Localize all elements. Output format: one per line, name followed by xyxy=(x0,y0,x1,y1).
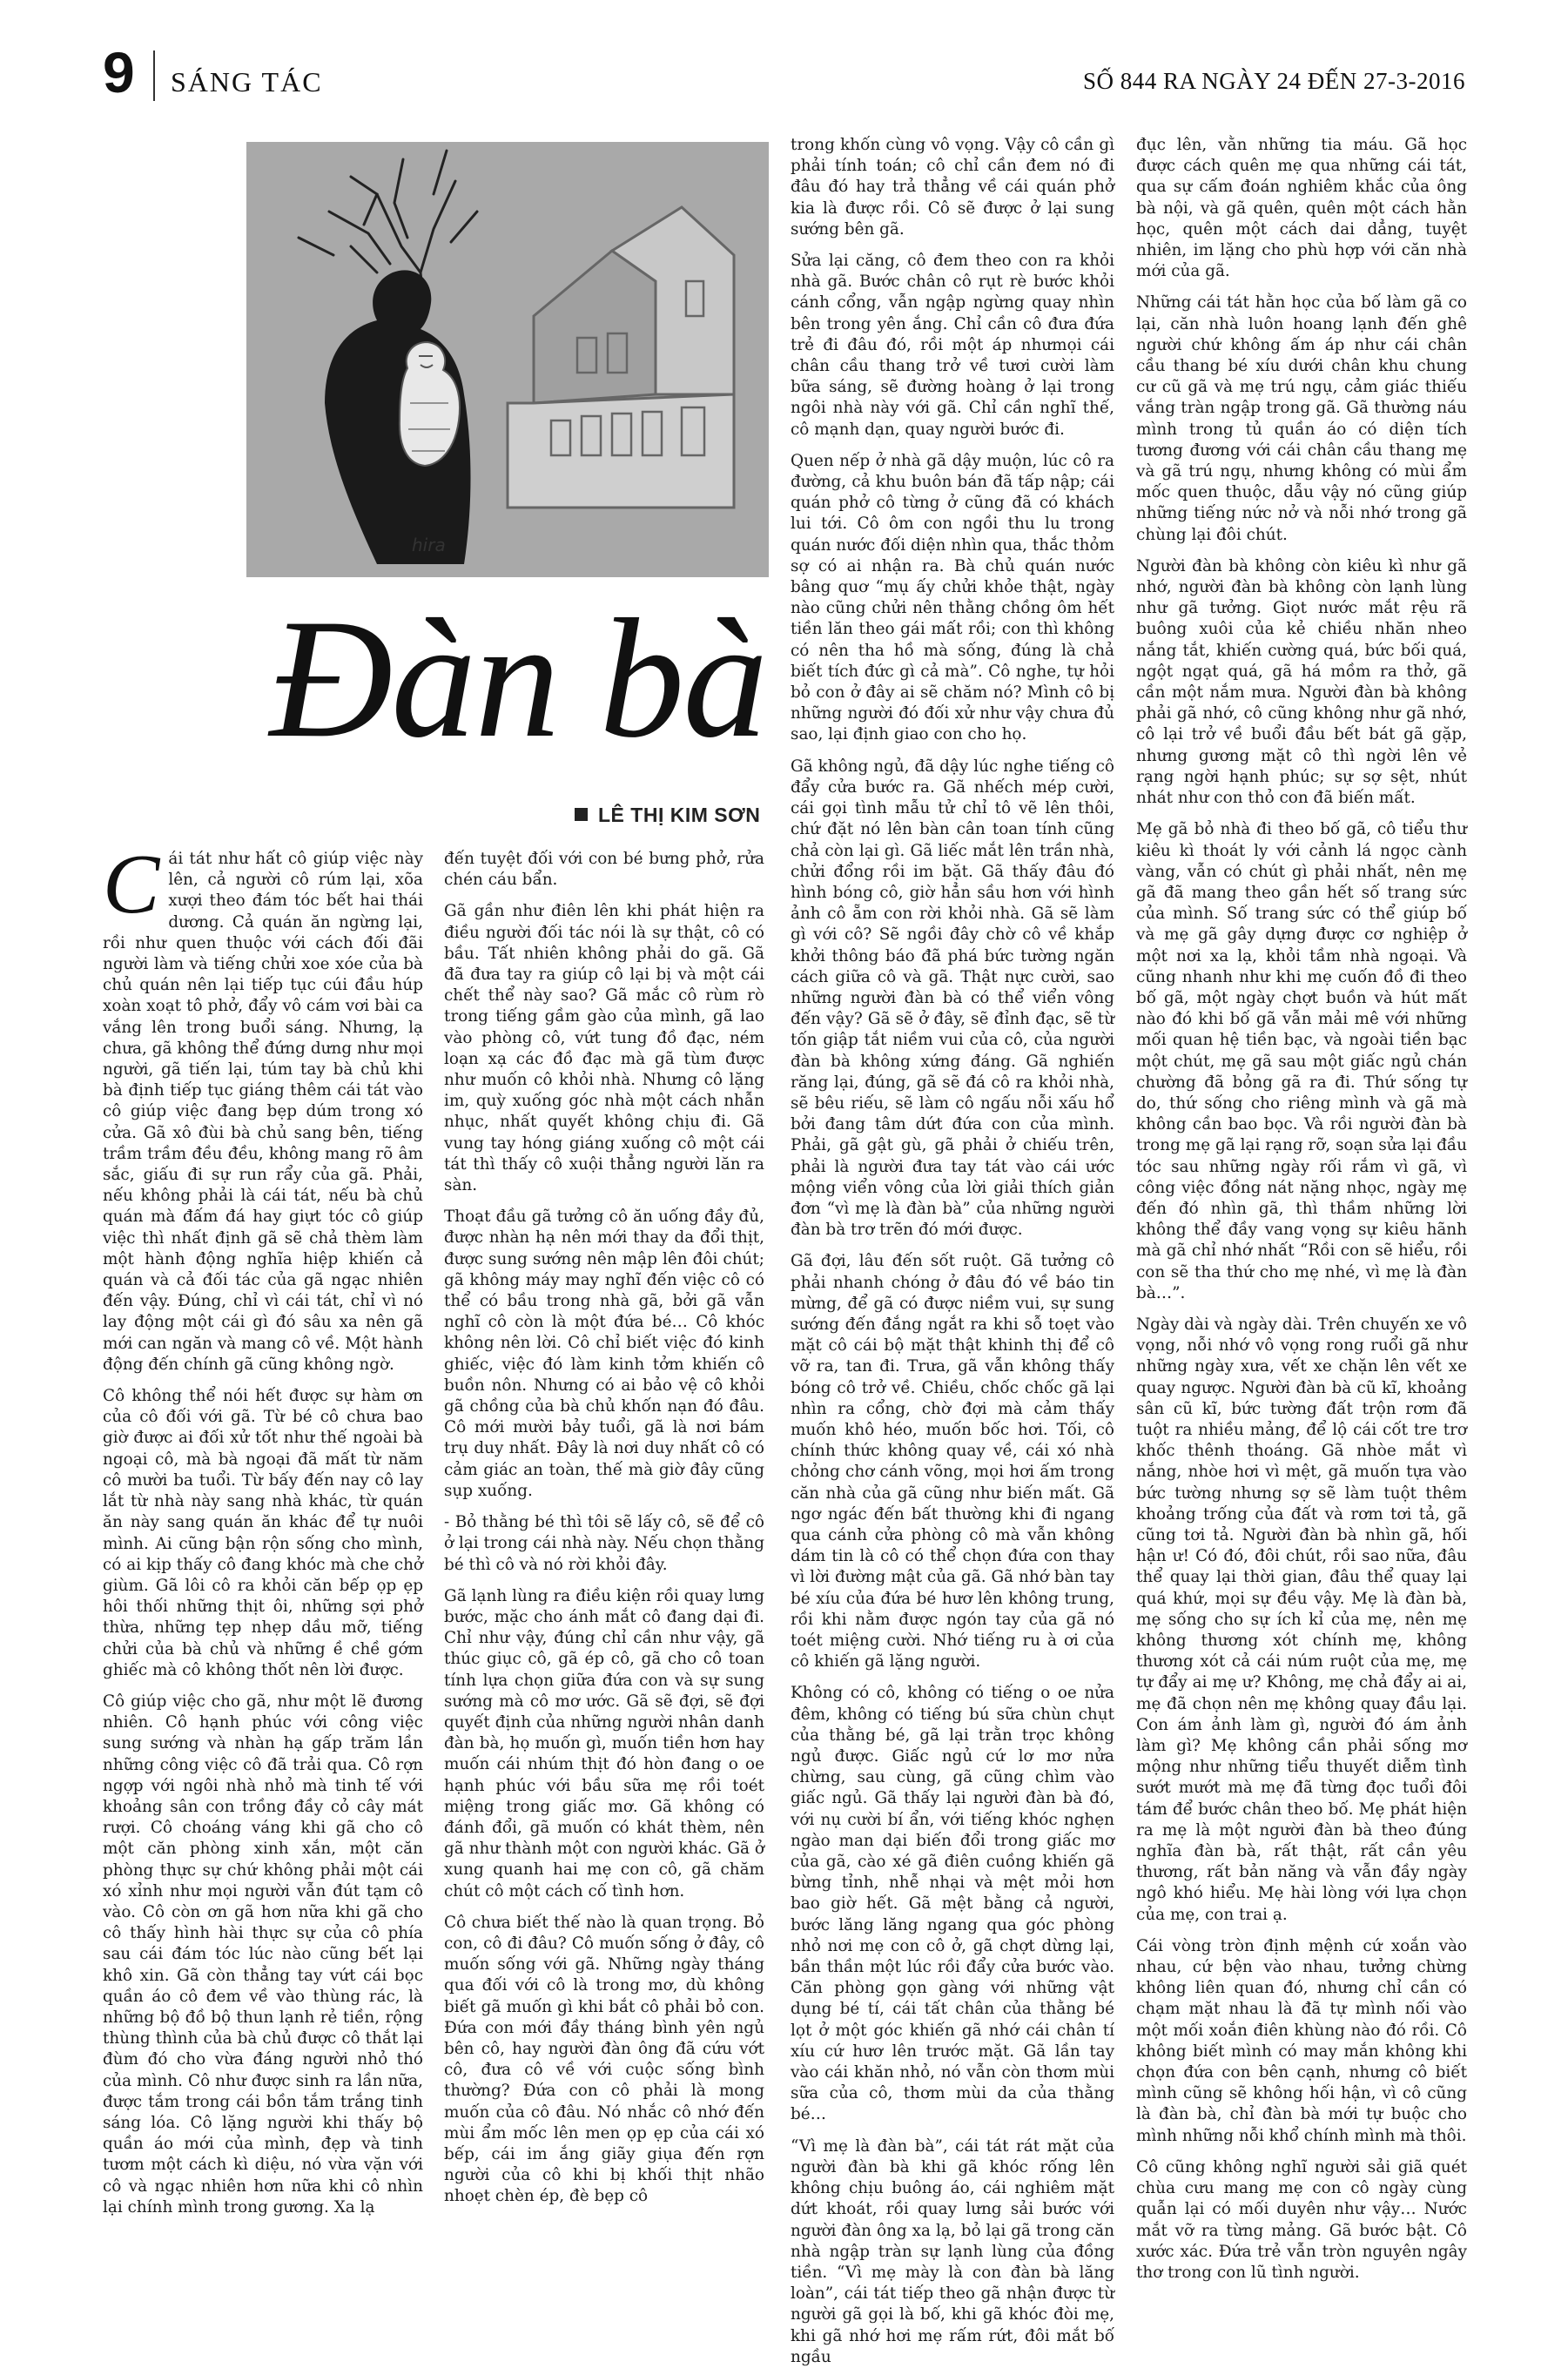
header-divider xyxy=(153,50,155,101)
paragraph: - Bỏ thằng bé thì tôi sẽ lấy cô, sẽ để cô ở lại trong cái nhà này. Nếu chọn thằng bé thì cô và nó rời khỏi đây. xyxy=(444,1513,764,1574)
article-column-4 xyxy=(1136,135,1467,2282)
issue-info: SỐ 844 RA NGÀY 24 ĐẾN 27-3-2016 xyxy=(1083,68,1465,94)
page-number: 9 xyxy=(103,40,135,104)
page-header xyxy=(103,42,1465,103)
paragraph: Thoạt đầu gã tưởng cô ăn uống đầy đủ, được nhàn hạ nên mới thay da đổi thịt, được sung sướng nên mập lên đôi chút; gã không máy may nghĩ đến việc cô có thể có bầu trong nhà gã, bởi gã vẫn nghĩ cô còn là một đứa bé… Cô khóc không nên lời. Cô chỉ biết việc đó kinh ghiếc, việc đó làm kinh tởm khiến cô buồn nôn. Nhưng có ai bảo vệ cô khỏi gã chồng của bà chủ khốn nạn đó đâu. Cô mới mười bảy tuổi, gã là nơi bám trụ duy nhất. Đây là nơi duy nhất cô có cảm giác an toàn, thế mà giờ đây cũng sụp xuống. xyxy=(444,1208,764,1500)
paragraph: Gã lạnh lùng ra điều kiện rồi quay lưng bước, mặc cho ánh mắt cô đang dại đi. Chỉ như vậy, đúng chỉ cần như vậy, gã thúc giục cô, gã ép cô, gã cho cô toan tính lựa chọn giữa đứa con và sự sung sướng mà cô mơ ước. Gã sẽ đợi, sẽ đợi quyết định của những người nhân danh đàn bà, họ muốn gì, muốn tiền hơn hay muốn cái nhúm thịt đó hòn đang o oe hạnh phúc với bầu sữa mẹ rồi toét miệng trong giấc mơ. Gã không có đánh đổi, gã muốn có khát thèm, nên gã như thành một con người khác. Gã ở xung quanh hai mẹ con cô, gã chăm chút cô một cách cố tình hơn. xyxy=(444,1586,764,1900)
byline xyxy=(575,804,760,827)
paragraph: Cô giúp việc cho gã, như một lẽ đương nhiên. Cô hạnh phúc với công việc sung sướng và nhàn hạ gấp trăm lần những công việc cô đã trải qua. Cô rợn ngợp với ngôi nhà nhỏ mà tinh tế với khoảng sân con trồng đầy cỏ cây mát rượi. Cô choáng váng khi gã cho cô một căn phòng xinh xắn, một căn phòng thực sự chứ không phải một cái xó xỉnh như mọi người vẫn đút tạm cô vào. Cô còn ơn gã hơn nữa khi gã cho cô thấy hình hài thực sự của cô phía sau cái đám tóc lúc nào cũng bết lại khô xin. Gã còn thẳng tay vứt cái bọc quần áo cô đem về vào thùng rác, là những bộ đồ bộ thun lạnh rẻ tiền, rộng thùng thình của bà chủ được cô thắt lại đùm đó cho vừa đáng người nhỏ thó của mình. Cô như được sinh ra lần nữa, được tắm trong cái bồn tắm trắng tinh sáng lóa. Cô lặng người khi thấy bộ quần áo mới của mình, đẹp và tinh tươm một cách kì diệu, nó vừa vặn với cô và ngạc nhiên hơn nữa khi cô nhìn lại chính mình trong gương. Xa lạ xyxy=(103,1692,423,2217)
paragraph: đến tuyệt đối với con bé bưng phở, rửa chén cáu bẩn. xyxy=(444,850,764,890)
paragraph: đục lên, vằn những tia máu. Gã học được cách quên mẹ qua những cái tát, qua sự cấm đoán nghiêm khắc của ông bà nội, và gã quên, quên một cách hằn học, quên một cách dai dẳng, tuyệt nhiên, im lặng cho phù hợp với căn nhà mới của gã. xyxy=(1136,136,1467,281)
paragraph: Ngày dài và ngày dài. Trên chuyến xe vô vọng, nỗi nhớ vô vọng rong ruổi gã như những ngày xưa, vết xe chặn lên vết xe quay ngược. Người đàn bà cũ kĩ, khoảng sân cũ kĩ, bức tường đất trộn rơm đã tuột ra nhiều mảng, để lộ cái cốt tre trơ khốc thênh thoáng. Gã nhòe mắt vì nắng, nhòe hơi vì mệt, gã muốn tựa vào bức tường nhưng sợ sẽ làm tuột thêm khoảng trống của đất và rơm tơi tả, gã cũng tơi tả. Người đàn bà nhìn gã, hối hận ư! Có đó, đôi chút, rồi sao nữa, đâu thể quay lại thời gian, đâu thể quay lại quá khứ, mọi sự đều vậy. Mẹ là đàn bà, mẹ sống cho sự ích kỉ của mẹ, nên mẹ không thương xót chính mẹ, không thương xót cả cái núm ruột của mẹ, mẹ tự đẩy ai mẹ ư? Không, mẹ chả đẩy ai ai, mẹ đã chọn nên mẹ không quay đầu lại. Con ám ảnh làm gì, người đó ám ảnh làm gì? Mẹ không cần phải sống mơ mộng như những tiểu thuyết diễm tình sướt mướt mà mẹ đã từng đọc tuổi đôi tám để bước chân theo bố. Mẹ phát hiện ra mẹ là một người đàn bà theo đúng nghĩa đàn bà, rất thật, rất cần yêu thương, rất bản năng và vẫn đầy ngày ngô khó hiểu. Mẹ hài lòng với lựa chọn của mẹ, con trai ạ. xyxy=(1136,1315,1467,1924)
paragraph: Cái vòng tròn định mệnh cứ xoắn vào nhau, cứ bện vào nhau, tưởng chừng không liên quan đó, nhưng chỉ cần có chạm mặt nhau là đã tự mình nối vào một mối xoắn điên khùng nào đó rồi. Cô không biết mình có may mắn không khi chọn đứa con bên cạnh, nhưng cô biết mình cũng sẽ không hối hận, vì cô cũng là đàn bà, chỉ đàn bà mới tự buộc cho mình những nỗi khổ chính mình mà thôi. xyxy=(1136,1936,1467,2145)
illustration-drawing xyxy=(246,142,769,577)
author-name: LÊ THỊ KIM SƠN xyxy=(598,804,761,826)
paragraph: Người đàn bà không còn kiêu kì như gã nhớ, người đàn bà không còn lạnh lùng như gã tưởng. Giọt nước mắt rệu rã buông xuôi của kẻ chiều nhăn nheo nắng tắt, khiến cường quá, bức bối quá, ngột ngạt quá, gã há mồm ra thở, gã cần một nắm mưa. Người đàn bà không phải gã nhớ, cô cũng không như gã nhớ, cô lại trở về buổi đầu bết bát gã gặp, nhưng gương mặt cô thì ngời lên vẻ rạng ngời hạnh phúc; sự sợ sệt, nhút nhát như con thỏ con đã biến mất. xyxy=(1136,556,1467,808)
article-column-1 xyxy=(103,838,423,2217)
artist-signature: hira xyxy=(412,535,446,555)
paragraph: trong khốn cùng vô vọng. Vậy cô cần gì phải tính toán; cô chỉ cần đem nó đi đâu đó hay trả thẳng về cái quán phở kia là được rồi. Cô sẽ được ở lại sung sướng bên gã. xyxy=(791,136,1114,239)
paragraph: Cái tát như hất cô giúp việc này lên, cả người cô rúm lại, xõa xượi theo đám tóc bết hai thái dương. Cả quán ăn ngừng lại, rồi như quen thuộc với cách đối đãi người làm và tiếng chửi xoe xóe của bà chủ quán nên lại tiếp tục cúi đầu húp xoàn xoạt tô phở, đẩy vô cám vơi bài ca vắng lên trong buổi sáng. Nhưng, lạ chưa, gã không thể đứng dưng như mọi người, gã tiến lại, túm tay bà chủ khi bà định tiếp tục giáng thêm cái tát vào cô giúp việc đang bẹp dúm trong xó cửa. Gã xô đùi bà chủ sang bên, tiếng trầm trầm đều đều, không mang rõ âm sắc, giấu đi sự run rẩy của gã. Phải, nếu không phải là cái tát, nếu bà chủ quán mà đấm đá hay giựt tóc cô giúp việc thì nhất định gã sẽ chả thèm làm một hành động nghĩa hiệp khiến cả quán và cả đối tác của gã ngạc nhiên đến vậy. Đúng, chỉ vì cái tát, chỉ vì nó lay động một cái gì đó sâu xa nên gã mới can ngăn và mang cô về. Một hành động đến chính gã cũng không ngờ. xyxy=(103,838,423,1374)
article-column-3 xyxy=(791,135,1114,2366)
paragraph: Gã gần như điên lên khi phát hiện ra điều người đối tác nói là sự thật, cô có bầu. Tất nhiên không phải do gã. Gã đã đưa tay ra giúp cô lại bị và một cái chết thể này sao? Gã mắc cô rùm rò trong tiếng gầm gào của mình, gã lao vào phòng cô, vứt tung đồ đạc, ném loạn xạ các đồ đạc mà gã tùm được như muốn cô khỏi nhà. Nhưng cô lặng im, quỳ xuống góc nhà một cách nhẫn nhục, nhất quyết không chịu đi. Gã vung tay hóng giáng xuống cô một cái tát thì thấy cô xuội thẳng người lăn ra sàn. xyxy=(444,902,764,1195)
paragraph: Những cái tát hằn học của bố làm gã co lại, căn nhà luôn hoang lạnh đến ghê người chứ không ấm áp như cái chân cầu thang bé xíu dưới chân khu chung cư cũ gã và mẹ trú ngụ, cảm giác thiếu vắng tràn ngập trong gã. Gã thường náu mình trong tủ quần áo có diện tích tương đương với cái chân cầu thang mẹ và gã trú ngụ, nhưng không có mùi ẩm mốc quen thuộc, dẫu vậy nó cũng giúp những tiếng nức nở và nỗi nhớ trong gã chùng lại đôi chút. xyxy=(1136,293,1467,544)
drop-cap: C xyxy=(103,838,160,932)
illustration xyxy=(246,142,769,577)
paragraph: Mẹ gã bỏ nhà đi theo bố gã, cô tiểu thư kiêu kì thoát ly với cảnh lá ngọc cành vàng, vẫn có chút gì phải nhất, nên mẹ gã đã mang theo gần hết số trang sức của mình. Số trang sức có thể giúp bố và mẹ gã gây dựng được cơ nghiệp ở một nơi xa lạ, khỏi tầm nhà ngoại. Và cũng nhanh như khi mẹ cuốn đồ đi theo bố gã, một ngày chợt buồn và hút mất nào đó khi bố gã vẫn mải mê với những mối quan hệ tiền bạc, và ngoài tiền bạc một chút, mẹ gã sau một giấc ngủ chán chường đã bỏng gã ra đi. Thứ sống tự do, thứ sống cho riêng mình và gã mà không cần bao bọc. Và rồi người đàn bà trong mẹ gã lại rạng rỡ, soạn sửa lại đầu tóc sau những ngày rối rắm vì gã, vì công việc đồng nát nặng nhọc, ngày mẹ đến đó nhìn gã, thì thầm những lời không thể đầy vang vọng sự kiêu hãnh mà gã chỉ nhớ nhất “Rồi con sẽ hiểu, rồi con sẽ tha thứ cho mẹ nhé, vì mẹ là đàn bà…”. xyxy=(1136,820,1467,1302)
paragraph: Gã đợi, lâu đến sốt ruột. Gã tưởng cô phải nhanh chóng ở đâu đó về báo tin mừng, để gã có được niềm vui, sự sung sướng đến đắng ngắt ra khi sỗ toẹt vào mặt cô cái bộ mặt thật khinh thị để cô vỡ ra, tan đi. Trưa, gã vẫn không thấy bóng cô trở về. Chiều, chốc chốc gã lại nhìn ra cổng, chờ đợi mà cảm thấy muốn khô héo, muốn bốc hơi. Tối, cô chính thức không quay về, cái xó nhà chỏng chơ cánh võng, mọi hơi ấm trong căn nhà của gã cũng như biến mất. Gã ngơ ngác đến bất thường khi đi ngang qua cánh cửa phòng cô mà vẫn không dám tin là cô có thể chọn đứa con thay vì lời đường mật của gã. Gã nhớ bàn tay bé xíu của đứa bé hươ lên không trung, rồi khi nằm được ngón tay của gã nó toét miệng cười. Nhớ tiếng ru à ơi của cô khiến gã lặng người. xyxy=(791,1252,1114,1672)
section-name: SÁNG TÁC xyxy=(171,66,323,98)
paragraph: Cô chưa biết thế nào là quan trọng. Bỏ con, cô đi đâu? Cô muốn sống ở đây, cô muốn sống với gã. Những ngày tháng qua đối với cô là trong mơ, dù không biết gã muốn gì khi bắt cô phải bỏ con. Đứa con mới đầy tháng bình yên ngủ bên cô, hay người đàn ông đã cứu vớt cô, đưa cô về với cuộc sống bình thường? Đứa con cô phải là mong muốn của cô đâu. Nó nhắc cô nhớ đến mùi ẩm mốc lên men ọp ẹp của cái xó bếp, cái im ắng giãy giụa đến rợn người của cô khi bị khối thịt nhão nhoẹt chèn ép, đè bẹp cô xyxy=(444,1913,764,2206)
paragraph: Không có cô, không có tiếng o oe nửa đêm, không có tiếng bú sữa chùn chụt của thằng bé, gã lại trằn trọc không ngủ được. Giấc ngủ cứ lơ mơ nửa chừng, sau cùng, gã cũng chìm vào giấc ngủ. Gã thấy lại người đàn bà đó, với nụ cười bí ẩn, với tiếng khóc nghẹn ngào man dại biến đổi trong giấc mơ của gã, cào xé gã điên cuồng khiến gã bừng tỉnh, nhễ nhại và mệt mỏi hơn bao giờ hết. Gã mệt bằng cả người, bước lăng lăng ngang qua góc phòng nhỏ nơi mẹ con cô ở, gã chợt dừng lại, bần thần một lúc rồi đẩy cửa bước vào. Căn phòng gọn gàng với những vật dụng bé tí, cái tất chân của thằng bé lọt ở một góc khiến gã nhớ cái chân tí xíu cứ hươ lên trước mặt. Gã lần tay vào cái khăn nhỏ, nó vẫn còn thơm mùi sữa của cô, thơm mùi da của thằng bé… xyxy=(791,1684,1114,2124)
article-column-2 xyxy=(444,849,764,2206)
paragraph: Quen nếp ở nhà gã dậy muộn, lúc cô ra đường, cả khu buôn bán đã tấp nập; cái quán phở cô từng ở cũng đã có khách lui tới. Cô ôm con ngồi thu lu trong quán nước đối diện nhìn qua, thắc thỏm sợ có ai nhận ra. Bà chủ quán nước bâng quơ “mụ ấy chửi khỏe thật, ngày nào cũng chửi nên thằng chồng ôm hết tiền lăn theo gái mất rồi; con thì không có nên tha hồ mà sống, đúng là chả biết tích đức gì cả mà”. Cô nghe, tự hỏi bỏ con ở đây ai sẽ chăm nó? Mình cô bị những người đó đối xử như vậy chưa đủ sao, lại định giao con cho họ. xyxy=(791,451,1114,744)
paragraph: Gã không ngủ, đã dậy lúc nghe tiếng cô đẩy cửa bước ra. Gã nhếch mép cười, cái gọi tình mẫu tử chỉ tô vẽ lên thôi, chứ đặt nó lên bàn cân toan tính cũng chả còn lại gì. Gã liếc mắt lên trần nhà, chửi đổng rồi im bặt. Gã thấy đâu đó hình bóng cô, giờ hẳn sầu hơn với hình ảnh cô ẵm con rời khỏi nhà. Gã sẽ làm gì với cô? Sẽ ngồi đây chờ cô về khắp khởi thông báo đã phá bức tường ngăn cách giữa cô và gã. Thật nực cười, sao những người đàn bà có thể viển vông đến vậy? Gã sẽ ở đây, sẽ đỉnh đạc, sẽ từ tốn giập tắt niềm vui của cô, của người đàn bà không xứng đáng. Gã nghiến răng lại, đúng, gã sẽ đá cô ra khỏi nhà, sẽ bêu riếu, sẽ làm cô ngấu nỗi xấu hổ bởi đang tâm dứt đứa con của mình. Phải, gã gật gù, gã phải ở chiếu trên, phải là người đưa tay tát vào cái ước mộng viển vông của lời giải thích giản đơn “vì mẹ là đàn bà” của những người đàn bà trơ trẽn đó mới được. xyxy=(791,757,1114,1240)
paragraph: Cô không thể nói hết được sự hàm ơn của cô đối với gã. Từ bé cô chưa bao giờ được ai đối xử tốt như thế ngoài bà ngoại cô, mà bà ngoại đã mất từ năm cô mười ba tuổi. Từ bấy đến nay cô lay lắt từ nhà này sang nhà khác, từ quán ăn này sang quán ăn khác để tự nuôi mình. Ai cũng bận rộn sống cho mình, có ai kịp thấy cô đang khóc mà che chở giùm. Gã lôi cô ra khỏi căn bếp ọp ẹp hôi thối những thịt ôi, những sợi phở thừa, những tẹp nhẹp dầu mỡ, tiếng chửi của bà chủ và những ề chề gớm ghiếc mà cô không thốt nên lời được. xyxy=(103,1387,423,1679)
paragraph: Cô cũng không nghĩ người sải giã quét chùa cưu mang mẹ con cô ngày cùng quẫn lại có mối duyên như vậy… Nước mắt vỡ ra từng mảng. Gã bước bật. Cô xước xác. Đứa trẻ vẫn tròn nguyên ngây thơ trong con lũ tình người. xyxy=(1136,2157,1467,2282)
bullet-square-icon xyxy=(575,808,588,821)
article-title: Đàn bà xyxy=(269,584,767,773)
paragraph: Sửa lại căng, cô đem theo con ra khỏi nhà gã. Bước chân cô rụt rè bước khỏi cánh cổng, vẫn ngập ngừng quay nhìn bên trong yên ắng. Chỉ cần cô đưa đứa trẻ đi đâu đó, rồi một áp nhưmọi cái chân cầu thang trở về tươi cười làm bữa sáng, sẽ đường hoàng ở lại trong ngôi nhà này với gã. Chỉ cần nghĩ thế, cô mạnh dạn, quay người bước đi. xyxy=(791,252,1114,439)
paragraph: “Vì mẹ là đàn bà”, cái tát rát mặt của người đàn bà khi gã khóc rống lên không chịu buông áo, cái nghiêm mặt dứt khoát, rồi quay lưng sải bước với người đàn ông xa lạ, bỏ lại gã trong căn nhà ngập tràn sự lạnh lùng của đồng tiền. “Vì mẹ mày là con đàn bà lăng loàn”, cái tát tiếp theo gã nhận được từ người gã gọi là bố, khi gã khóc đòi mẹ, khi gã nhớ hơi mẹ rấm rứt, đôi mắt bố ngầu xyxy=(791,2136,1114,2366)
